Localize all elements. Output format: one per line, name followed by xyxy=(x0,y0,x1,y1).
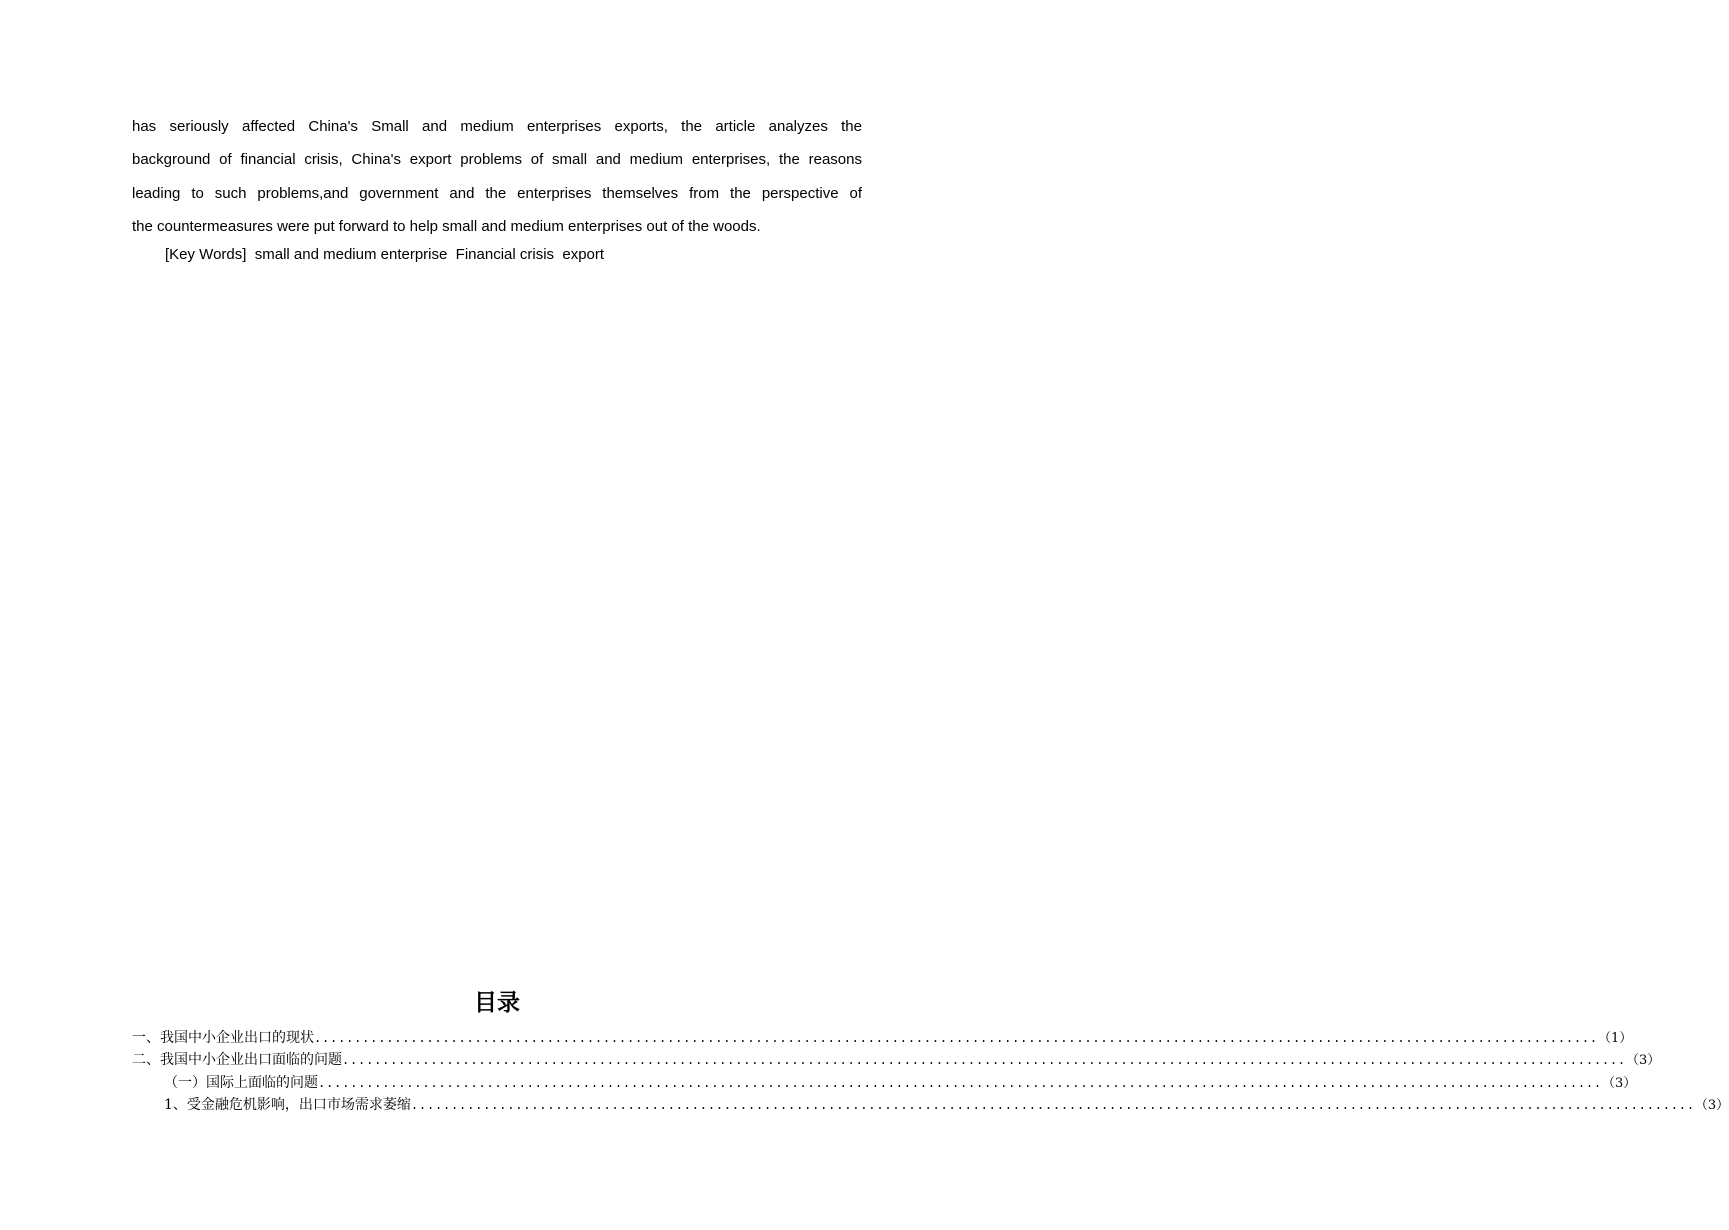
toc-dot-leader: ................................................................................................................................................................ xyxy=(318,1075,1602,1090)
toc-entry-page: （3） xyxy=(1601,1075,1637,1091)
toc-entry-text: 一、我国中小企业出口的现状 xyxy=(132,1030,314,1046)
toc-entry-text: 1、受金融危机影响，出口市场需求萎缩 xyxy=(164,1096,411,1113)
abstract-line: the countermeasures were put forward to help small and medium enterprises out of the woods. xyxy=(132,217,761,235)
toc-title: 目录 xyxy=(474,990,520,1016)
toc-entry-page: （3） xyxy=(1625,1053,1661,1069)
toc-entry[interactable] xyxy=(132,1049,1661,1071)
english-abstract xyxy=(132,110,862,243)
toc-entry[interactable] xyxy=(132,1072,1637,1094)
toc-dot-leader: ................................................................................................................................................................ xyxy=(314,1031,1598,1045)
toc-entry-page: （3） xyxy=(1694,1097,1729,1113)
key-words: [Key Words] small and medium enterprise Financial crisis export xyxy=(165,246,605,263)
table-of-contents xyxy=(132,1027,1729,1116)
toc-dot-leader: ................................................................................................................................................................ xyxy=(410,1097,1695,1112)
toc-entry-text: （一）国际上面临的问题 xyxy=(164,1074,318,1091)
abstract-line: has seriously affected China's Small and medium enterprises exports, the article analyzes the xyxy=(132,118,862,135)
toc-dot-leader: ................................................................................................................................................................ xyxy=(342,1053,1626,1068)
abstract-line: background of financial crisis, China's export problems of small and medium enterprises, the reasons xyxy=(132,151,862,169)
toc-entry[interactable] xyxy=(132,1094,1729,1116)
abstract-line: leading to such problems,and government and the enterprises themselves from the perspective of xyxy=(132,184,862,202)
toc-entry[interactable] xyxy=(132,1027,1633,1049)
toc-entry-page: （1） xyxy=(1597,1031,1633,1046)
toc-entry-text: 二、我国中小企业出口面临的问题 xyxy=(132,1052,342,1069)
